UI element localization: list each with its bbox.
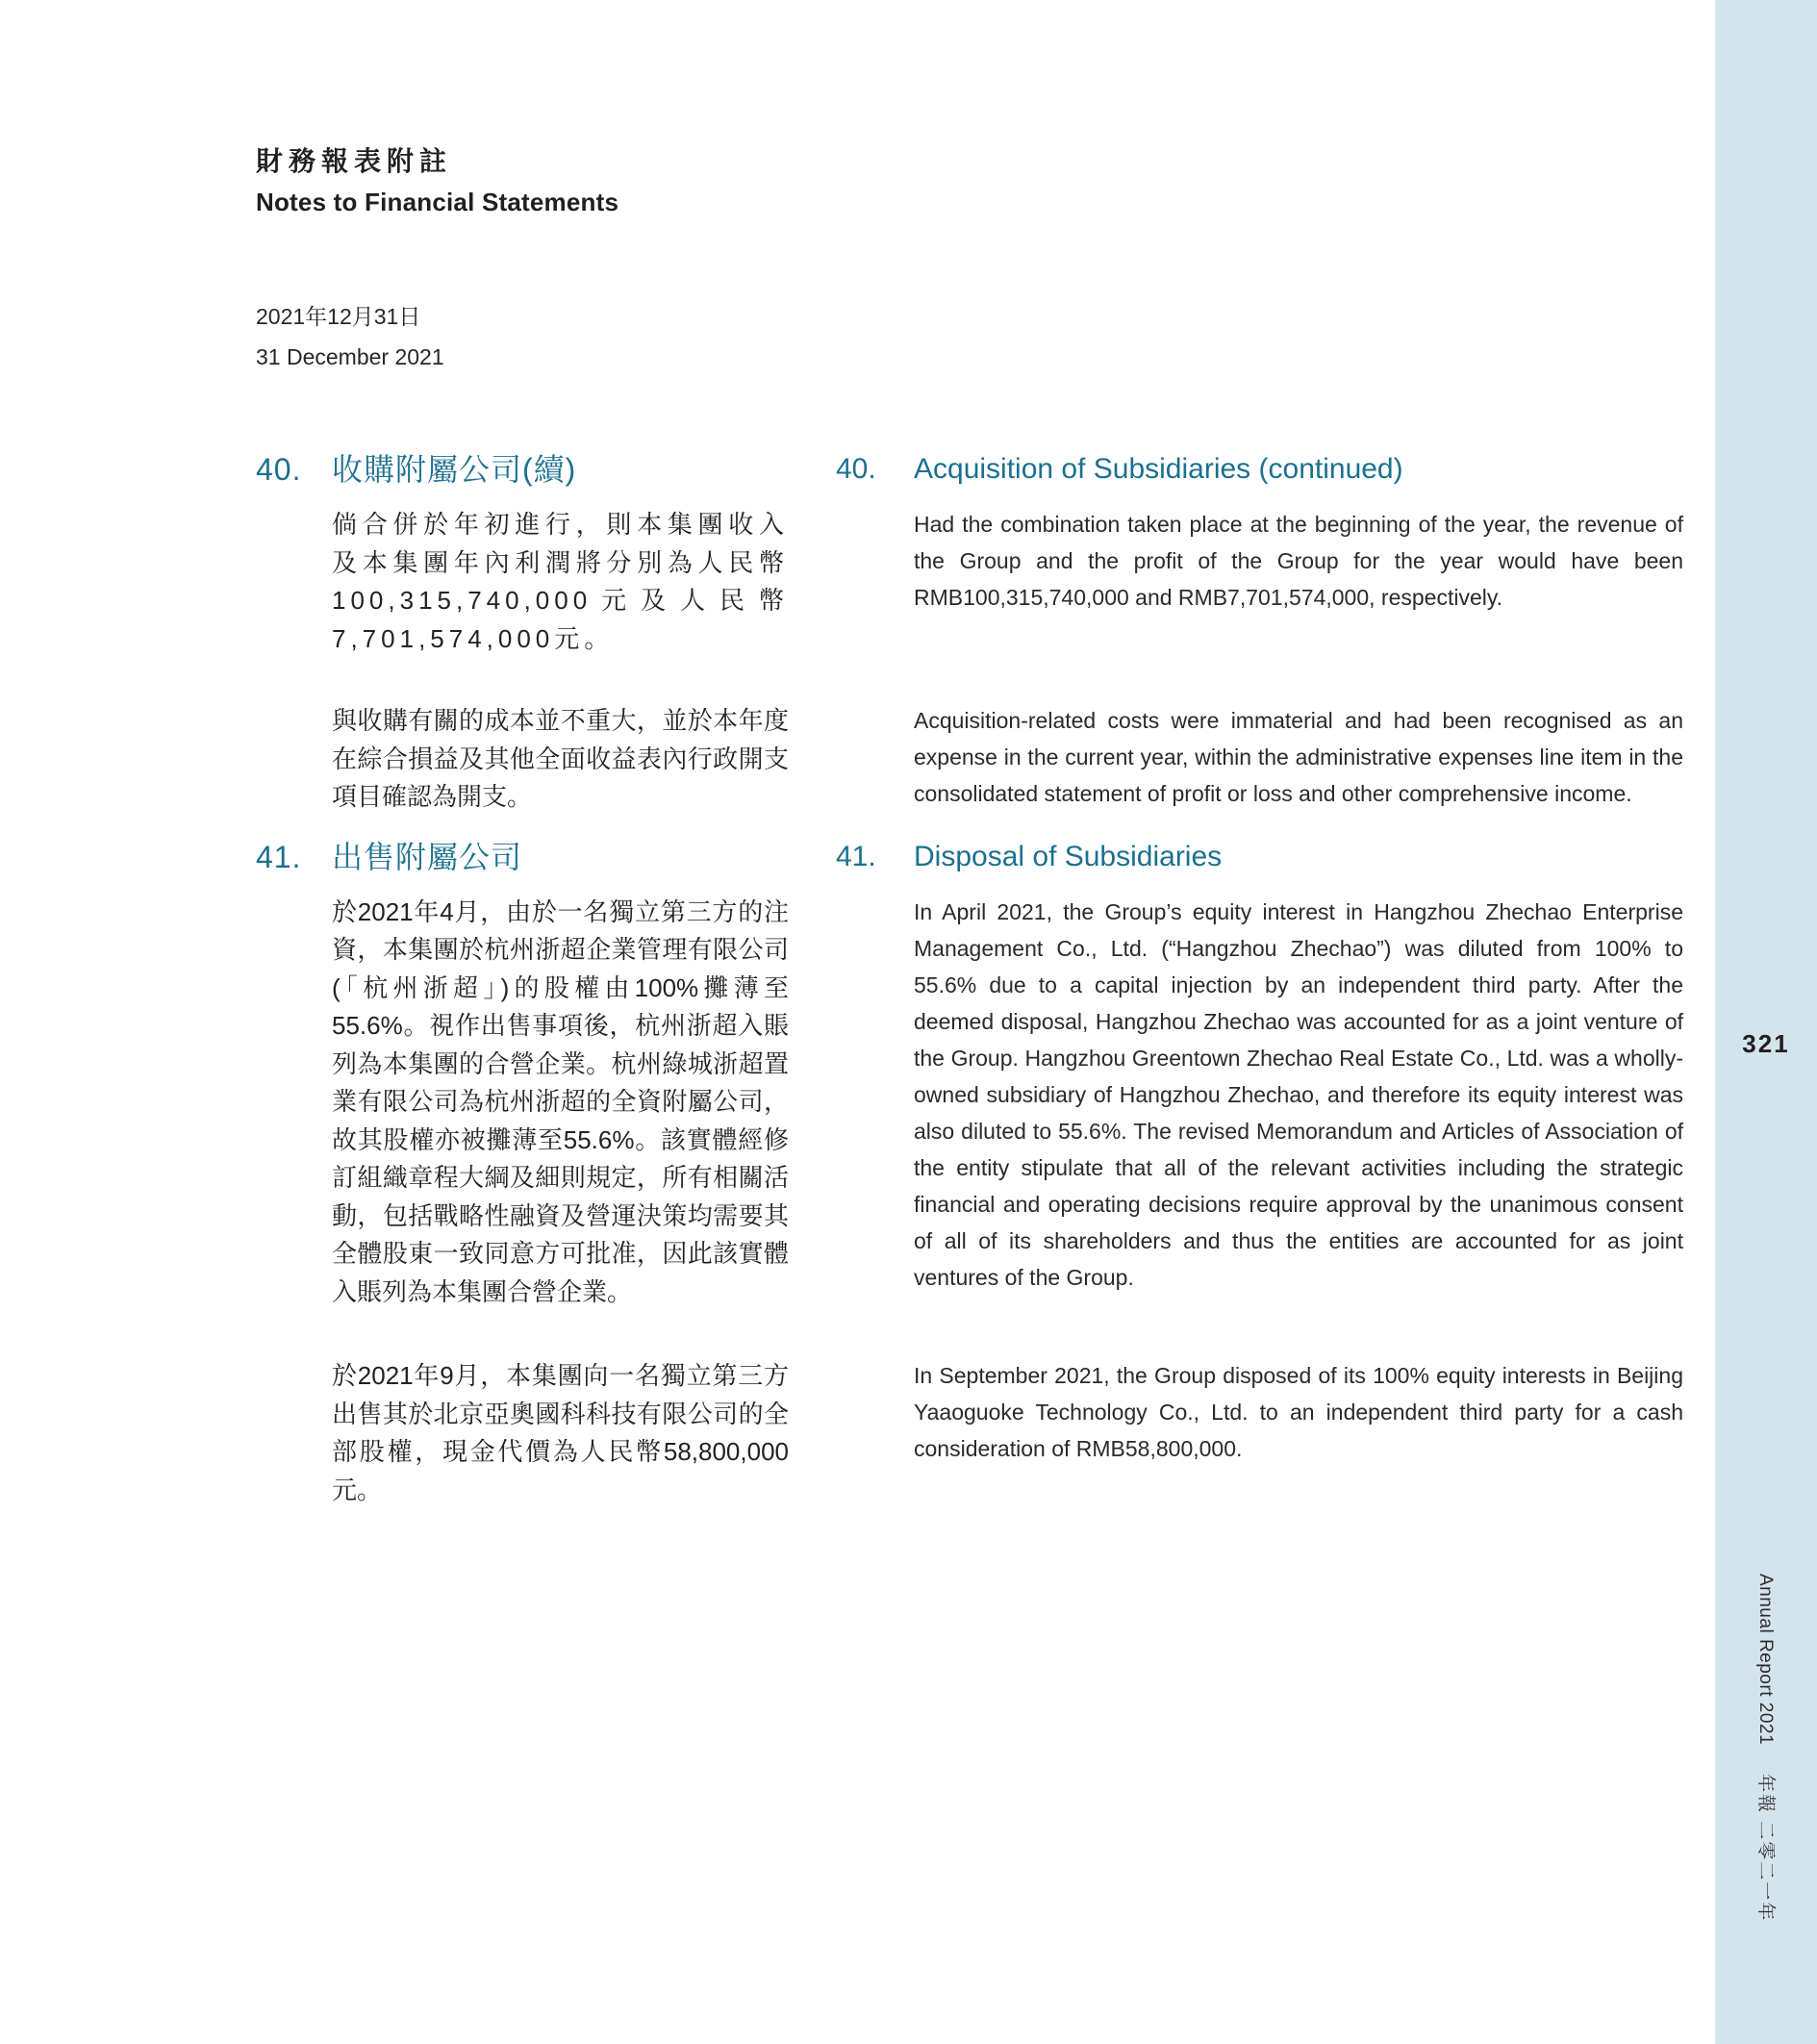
- vertical-footer-text-zh: 年報 二零二一年: [1755, 1774, 1776, 1923]
- paragraph-zh: 於2021年4月，由於一名獨立第三方的注資，本集團於杭州浙超企業管理有限公司(「杭州浙超」)的股權由100%攤薄至55.6%。視作出售事項後，杭州浙超入賬列為本集團的合營企業。杭州綠城浙超置業有限公司為杭州浙超的全資附屬公司，故其股權亦被攤薄至55.6%。該實體經修訂組織章程大綱及細則規定，所有相關活動，包括戰略性融資及營運決策均需要其全體股東一致同意方可批准，因此該實體入賬列為本集團合營企業。: [332, 896, 789, 1306]
- section-41-heading-en: Disposal of Subsidiaries: [914, 840, 1223, 872]
- section-41-paragraph-2: [256, 1357, 1683, 1509]
- page-number: 321: [1742, 1029, 1790, 1058]
- section-40-number-en: 40.: [836, 453, 876, 485]
- section-40-paragraph-1: [256, 506, 1683, 658]
- notes-body: [256, 448, 1683, 1509]
- section-41-heading-row: [256, 836, 1683, 878]
- vertical-footer-text: [1754, 1574, 1780, 1922]
- paragraph-zh: 於2021年9月，本集團向一名獨立第三方出售其於北京亞奧國科科技有限公司的全部股權，現金代價為人民幣58,800,000元。: [332, 1361, 789, 1504]
- section-40-heading-zh: 收購附屬公司(續): [332, 452, 577, 487]
- paragraph-en: Acquisition-related costs were immaterial and had been recognised as an expense in the current year, within the administrative expenses line item in the consolidated statement of profit or loss and other comprehensive income.: [914, 708, 1683, 806]
- document-header: [256, 140, 618, 217]
- section-40-heading-en: Acquisition of Subsidiaries (continued): [914, 453, 1403, 485]
- statement-date-en: 31 December 2021: [256, 344, 444, 369]
- paragraph-en: Had the combination taken place at the beginning of the year, the revenue of the Group and the profit of the Group for the year would have been RMB100,315,740,000 and RMB7,701,574,000, respectively.: [914, 512, 1683, 610]
- section-41-number-en: 41.: [836, 840, 876, 872]
- report-title-en: Notes to Financial Statements: [256, 188, 619, 216]
- section-41-paragraph-1: [256, 894, 1683, 1312]
- paragraph-zh: 與收購有關的成本並不重大，並於本年度在綜合損益及其他全面收益表內行政開支項目確認為開支。: [332, 706, 789, 811]
- section-40: [256, 448, 1683, 817]
- section-41-heading-zh: 出售附屬公司: [332, 839, 523, 874]
- vertical-footer-text-en: Annual Report 2021: [1755, 1574, 1776, 1746]
- statement-date-zh: 2021年12月31日: [256, 304, 421, 329]
- section-41-number-zh: 41.: [256, 839, 302, 874]
- section-41: [256, 836, 1683, 1510]
- section-40-number-zh: 40.: [256, 452, 302, 487]
- side-band: [1715, 0, 1817, 2044]
- report-title-zh: 財務報表附註: [256, 145, 453, 177]
- paragraph-en: In September 2021, the Group disposed of its 100% equity interests in Beijing Yaaoguoke Technology Co., Ltd. to an independent third party for a cash consideration of RMB58,800,000.: [914, 1363, 1683, 1461]
- paragraph-zh: 倘合併於年初進行，則本集團收入及本集團年內利潤將分別為人民幣100,315,740,000元及人民幣7,701,574,000元。: [332, 510, 789, 653]
- statement-date: [256, 296, 444, 377]
- section-40-heading-row: [256, 448, 1683, 491]
- section-40-paragraph-2: [256, 702, 1683, 817]
- paragraph-en: In April 2021, the Group’s equity interest in Hangzhou Zhechao Enterprise Management Co., Ltd. (“Hangzhou Zhechao”) was diluted from 100% to 55.6% due to a capital injection by an independent third party. After the deemed disposal, Hangzhou Zhechao was accounted for as a joint venture of the Group. Hangzhou Greentown Zhechao Real Estate Co., Ltd. was a wholly-owned subsidiary of Hangzhou Zhechao, and therefore its equity interest was also diluted to 55.6%. The revised Memorandum and Articles of Association of the entity stipulate that all of the relevant activities including the strategic financial and operating decisions require approval by the unanimous consent of all of its shareholders and thus the entities are accounted for as joint ventures of the Group.: [914, 898, 1683, 1290]
